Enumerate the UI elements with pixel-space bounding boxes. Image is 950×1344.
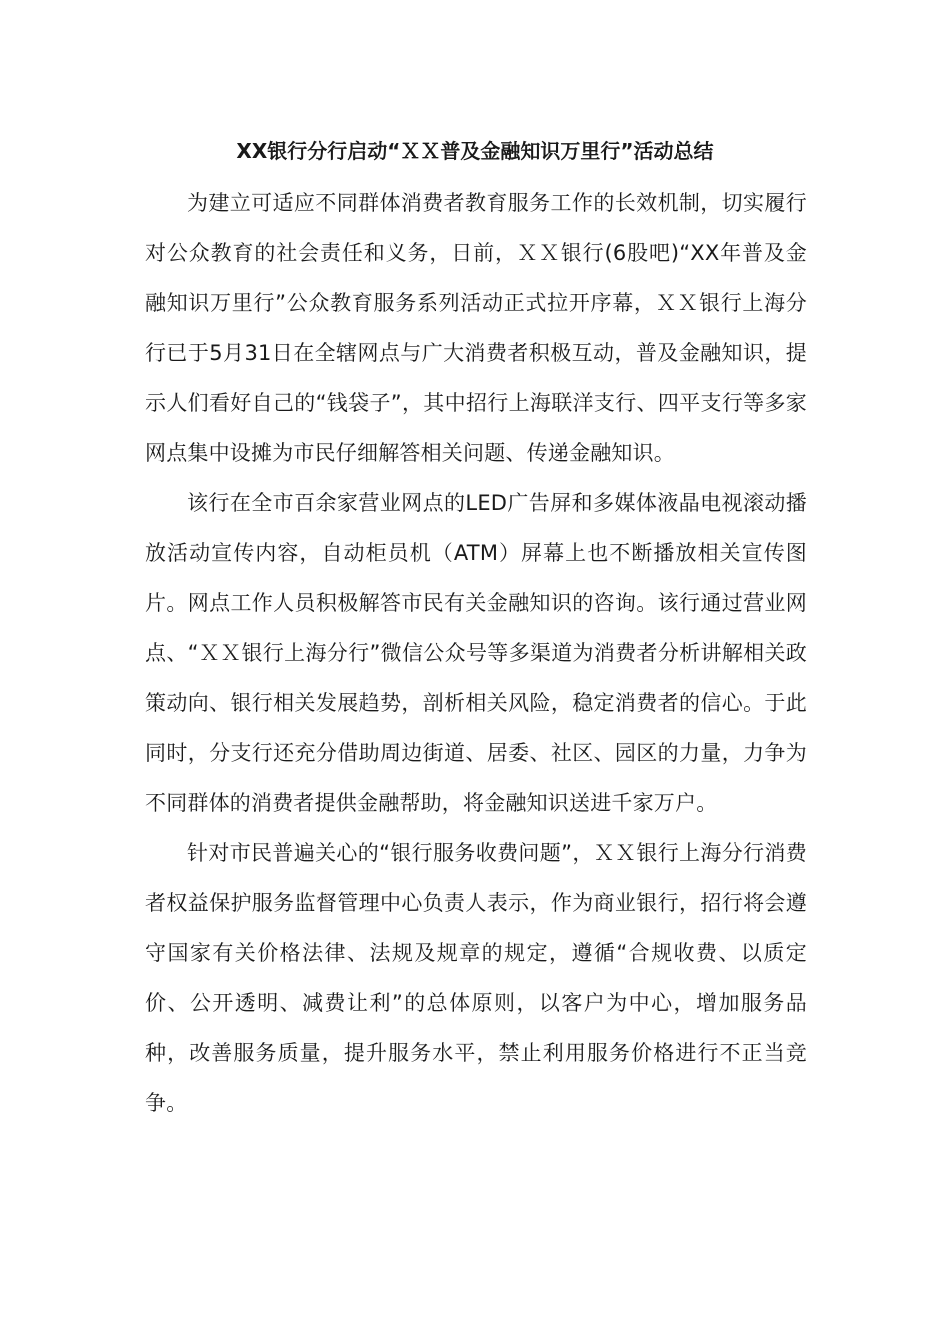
document-body — [145, 178, 807, 1128]
document-title: XX银行分行启动“ＸＸ普及金融知识万里行”活动总结 — [236, 139, 714, 163]
paragraph-2: 该行在全市百余家营业网点的LED广告屏和多媒体液晶电视滚动播放活动宣传内容，自动柜员机（ATM）屏幕上也不断播放相关宣传图片。网点工作人员积极解答市民有关金融知识的咨询。该行通过营业网点、“ＸＸ银行上海分行”微信公众号等多渠道为消费者分析讲解相关政策动向、银行相关发展趋势，剖析相关风险，稳定消费者的信心。于此同时，分支行还充分借助周边街道、居委、社区、园区的力量，力争为不同群体的消费者提供金融帮助，将金融知识送进千家万户。 — [145, 491, 807, 815]
paragraph-1: 为建立可适应不同群体消费者教育服务工作的长效机制，切实履行对公众教育的社会责任和义务，日前，ＸＸ银行(6股吧)“XX年普及金融知识万里行”公众教育服务系列活动正式拉开序幕，ＸＸ银行上海分行已于5月31日在全辖网点与广大消费者积极互动，普及金融知识，提示人们看好自己的“钱袋子”，其中招行上海联洋支行、四平支行等多家网点集中设摊为市民仔细解答相关问题、传递金融知识。 — [145, 191, 807, 465]
paragraph-3: 针对市民普遍关心的“银行服务收费问题”，ＸＸ银行上海分行消费者权益保护服务监督管理中心负责人表示，作为商业银行，招行将会遵守国家有关价格法律、法规及规章的规定，遵循“合规收费、以质定价、公开透明、减费让利”的总体原则，以客户为中心，增加服务品种，改善服务质量，提升服务水平，禁止利用服务价格进行不正当竞争。 — [145, 841, 807, 1115]
